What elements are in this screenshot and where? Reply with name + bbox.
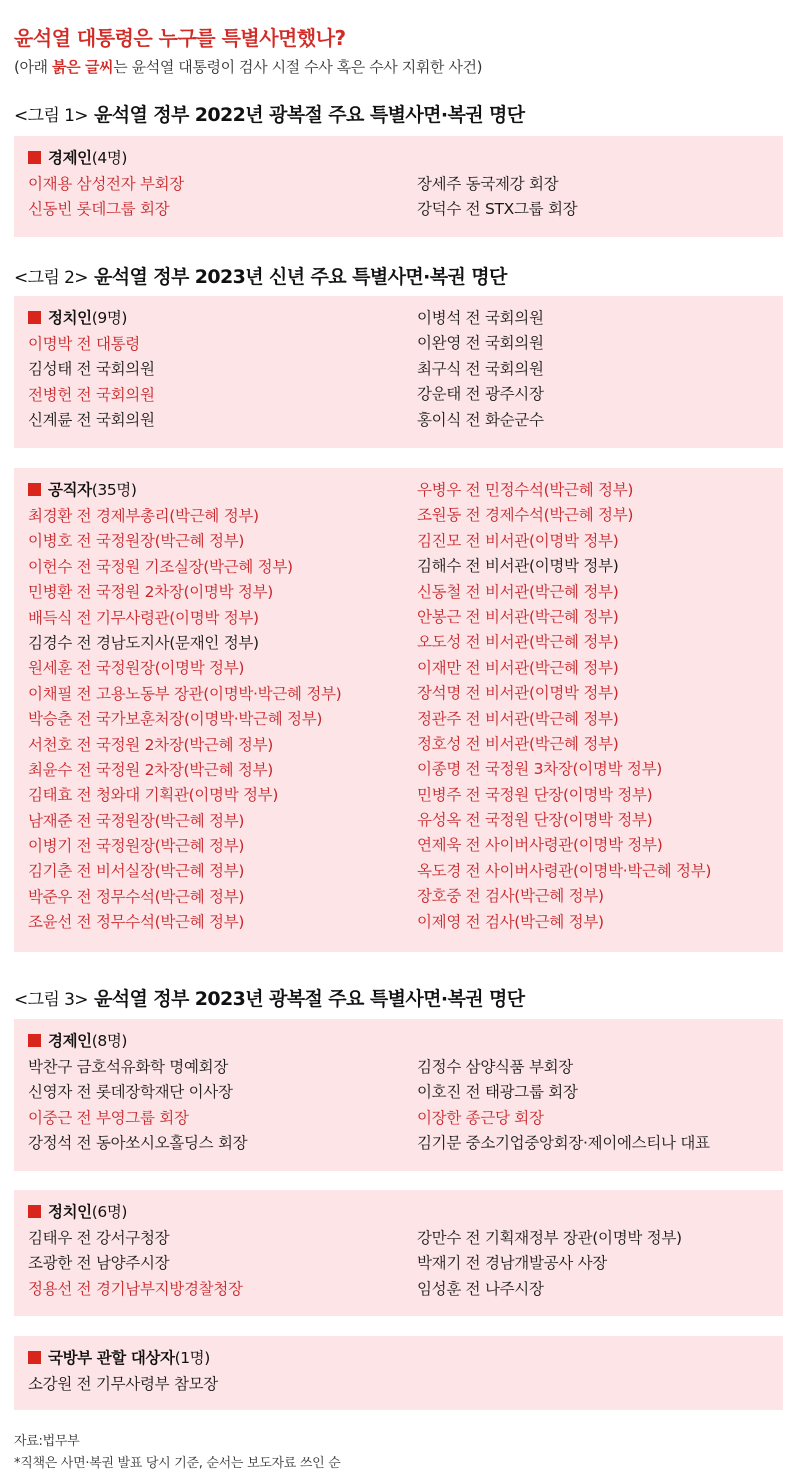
page-subtitle — [14, 56, 482, 77]
list-item: 이병석 전 국회의원 — [417, 309, 544, 327]
list-item: 이호진 전 태광그룹 회장 — [417, 1083, 578, 1102]
list-item: 이채필 전 고용노동부 장관(이명박·박근혜 정부) — [28, 684, 342, 703]
list-item: 임성훈 전 나주시장 — [417, 1279, 544, 1298]
list-item: 홍이식 전 화순군수 — [417, 410, 544, 429]
list-item: 김기춘 전 비서실장(박근혜 정부) — [28, 862, 245, 881]
list-item: 원세훈 전 국정원장(이명박 정부) — [28, 659, 245, 678]
list-item: 이장한 종근당 회장 — [417, 1108, 544, 1127]
list-item: 장호중 전 검사(박근혜 정부) — [417, 887, 604, 906]
list-item: 소강원 전 기무사령부 참모장 — [28, 1375, 218, 1393]
list-item: 민병주 전 국정원 단장(이명박 정부) — [417, 785, 653, 804]
figure-3-economists-box — [14, 1019, 783, 1171]
list-item: 박찬구 금호석유화학 명예회장 — [28, 1058, 229, 1076]
list-item: 조원동 전 경제수석(박근혜 정부) — [417, 506, 634, 525]
list-item: 안봉근 전 비서관(박근혜 정부) — [417, 607, 619, 626]
list-item: 장세주 동국제강 회장 — [417, 175, 559, 193]
figure-2-heading: 윤석열 정부 2023년 신년 주요 특별사면·복권 명단 — [93, 266, 507, 288]
list-item: 김진모 전 비서관(이명박 정부) — [417, 531, 619, 550]
list-item: 신영자 전 롯데장학재단 이사장 — [28, 1083, 233, 1102]
list-item: 이재용 삼성전자 부회장 — [28, 175, 184, 193]
right-column — [417, 1226, 682, 1302]
footnote: *직책은 사면·복권 발표 당시 기준, 순서는 보도자료 쓰인 순 — [14, 1456, 341, 1471]
red-square-marker-icon — [28, 1205, 41, 1218]
figure-1-economists-box — [14, 136, 783, 237]
red-square-marker-icon — [28, 311, 41, 324]
left-column — [28, 1372, 218, 1397]
figure-3-label: <그림 3> — [14, 990, 88, 1010]
list-item: 이병호 전 국정원장(박근혜 정부) — [28, 532, 245, 551]
list-item: 김정수 삼양식품 부회장 — [417, 1058, 573, 1076]
category-header: 공직자(35명) — [28, 478, 137, 503]
list-item: 최경환 전 경제부총리(박근혜 정부) — [28, 507, 259, 525]
list-item: 유성옥 전 국정원 단장(이명박 정부) — [417, 811, 653, 830]
category-header: 경제인(8명) — [28, 1029, 127, 1054]
category-header: 정치인(9명) — [28, 306, 127, 331]
category-header: 국방부 관할 대상자(1명) — [28, 1346, 210, 1371]
list-item: 김해수 전 비서관(이명박 정부) — [417, 557, 619, 576]
list-item: 신계륜 전 국회의원 — [28, 411, 155, 430]
figure-1-label: <그림 1> — [14, 106, 88, 126]
list-item: 박승춘 전 국가보훈처장(이명박·박근혜 정부) — [28, 710, 323, 729]
list-item: 김성태 전 국회의원 — [28, 360, 155, 379]
figure-1-heading: 윤석열 정부 2022년 광복절 주요 특별사면·복권 명단 — [93, 104, 525, 126]
figure-1-title — [14, 100, 524, 127]
red-square-marker-icon — [28, 483, 41, 496]
list-item: 옥도경 전 사이버사령관(이명박·박근혜 정부) — [417, 861, 712, 880]
list-item: 정관주 전 비서관(박근혜 정부) — [417, 709, 619, 728]
figure-2-title — [14, 262, 507, 289]
list-item: 이제영 전 검사(박근혜 정부) — [417, 912, 604, 931]
red-square-marker-icon — [28, 1034, 41, 1047]
subtitle-prefix: (아래 — [14, 58, 53, 76]
right-column — [417, 478, 711, 935]
list-item: 강운태 전 광주시장 — [417, 385, 544, 404]
list-item: 오도성 전 비서관(박근혜 정부) — [417, 633, 619, 652]
red-square-marker-icon — [28, 1351, 41, 1364]
left-column — [28, 504, 341, 936]
list-item: 김경수 전 경남도지사(문재인 정부) — [28, 633, 259, 652]
list-item: 이명박 전 대통령 — [28, 335, 140, 353]
list-item: 서천호 전 국정원 2차장(박근혜 정부) — [28, 735, 273, 754]
list-item: 박재기 전 경남개발공사 사장 — [417, 1254, 607, 1273]
figure-3-heading: 윤석열 정부 2023년 광복절 주요 특별사면·복권 명단 — [93, 988, 525, 1010]
list-item: 이종명 전 국정원 3차장(이명박 정부) — [417, 760, 662, 779]
left-column — [28, 1055, 247, 1157]
list-item: 이헌수 전 국정원 기조실장(박근혜 정부) — [28, 557, 293, 576]
list-item: 남재준 전 국정원장(박근혜 정부) — [28, 811, 245, 830]
list-item: 이완영 전 국회의원 — [417, 334, 544, 353]
list-item: 우병우 전 민정수석(박근혜 정부) — [417, 481, 634, 499]
right-column — [417, 306, 544, 433]
list-item: 김태우 전 강서구청장 — [28, 1229, 170, 1247]
right-column — [417, 1055, 710, 1157]
left-column — [28, 332, 155, 434]
list-item: 민병환 전 국정원 2차장(이명박 정부) — [28, 583, 273, 602]
left-column — [28, 1226, 243, 1302]
list-item: 박준우 전 정무수석(박근혜 정부) — [28, 887, 245, 906]
list-item: 강정석 전 동아쏘시오홀딩스 회장 — [28, 1134, 248, 1153]
figure-3-title — [14, 984, 524, 1011]
figure-2-officials-box — [14, 468, 783, 952]
list-item: 김기문 중소기업중앙회장·제이에스티나 대표 — [417, 1134, 710, 1153]
page-title: 윤석열 대통령은 누구를 특별사면했나? — [14, 26, 346, 50]
category-header: 정치인(6명) — [28, 1200, 127, 1225]
figure-2-politicians-box — [14, 296, 783, 448]
list-item: 전병헌 전 국회의원 — [28, 385, 155, 404]
list-item: 연제욱 전 사이버사령관(이명박 정부) — [417, 836, 663, 855]
list-item: 김태효 전 청와대 기획관(이명박 정부) — [28, 786, 279, 805]
list-item: 이재만 전 비서관(박근혜 정부) — [417, 658, 619, 677]
list-item: 조윤선 전 정무수석(박근혜 정부) — [28, 913, 245, 932]
list-item: 신동철 전 비서관(박근혜 정부) — [417, 582, 619, 601]
source-note: 자료:법무부 — [14, 1434, 80, 1449]
list-item: 이병기 전 국정원장(박근혜 정부) — [28, 837, 245, 856]
subtitle-red-text: 붉은 글씨 — [52, 58, 114, 76]
list-item: 강만수 전 기획재정부 장관(이명박 정부) — [417, 1229, 682, 1247]
list-item: 조광한 전 남양주시장 — [28, 1254, 170, 1273]
list-item: 강덕수 전 STX그룹 회장 — [417, 200, 578, 219]
list-item: 최구식 전 국회의원 — [417, 359, 544, 378]
subtitle-suffix: 는 윤석열 대통령이 검사 시절 수사 혹은 수사 지휘한 사건) — [113, 58, 483, 76]
list-item: 정용선 전 경기남부지방경찰청장 — [28, 1279, 243, 1298]
list-item: 신동빈 롯데그룹 회장 — [28, 200, 170, 219]
list-item: 최윤수 전 국정원 2차장(박근혜 정부) — [28, 760, 273, 779]
left-column — [28, 172, 184, 223]
figure-3-politicians-box — [14, 1190, 783, 1316]
figure-2-label: <그림 2> — [14, 268, 88, 288]
category-header: 경제인(4명) — [28, 146, 127, 171]
list-item: 이중근 전 부영그룹 회장 — [28, 1108, 189, 1127]
red-square-marker-icon — [28, 151, 41, 164]
list-item: 장석명 전 비서관(이명박 정부) — [417, 684, 619, 703]
list-item: 배득식 전 기무사령관(이명박 정부) — [28, 608, 259, 627]
list-item: 정호성 전 비서관(박근혜 정부) — [417, 734, 619, 753]
figure-3-defense-box — [14, 1336, 783, 1410]
right-column — [417, 172, 577, 223]
